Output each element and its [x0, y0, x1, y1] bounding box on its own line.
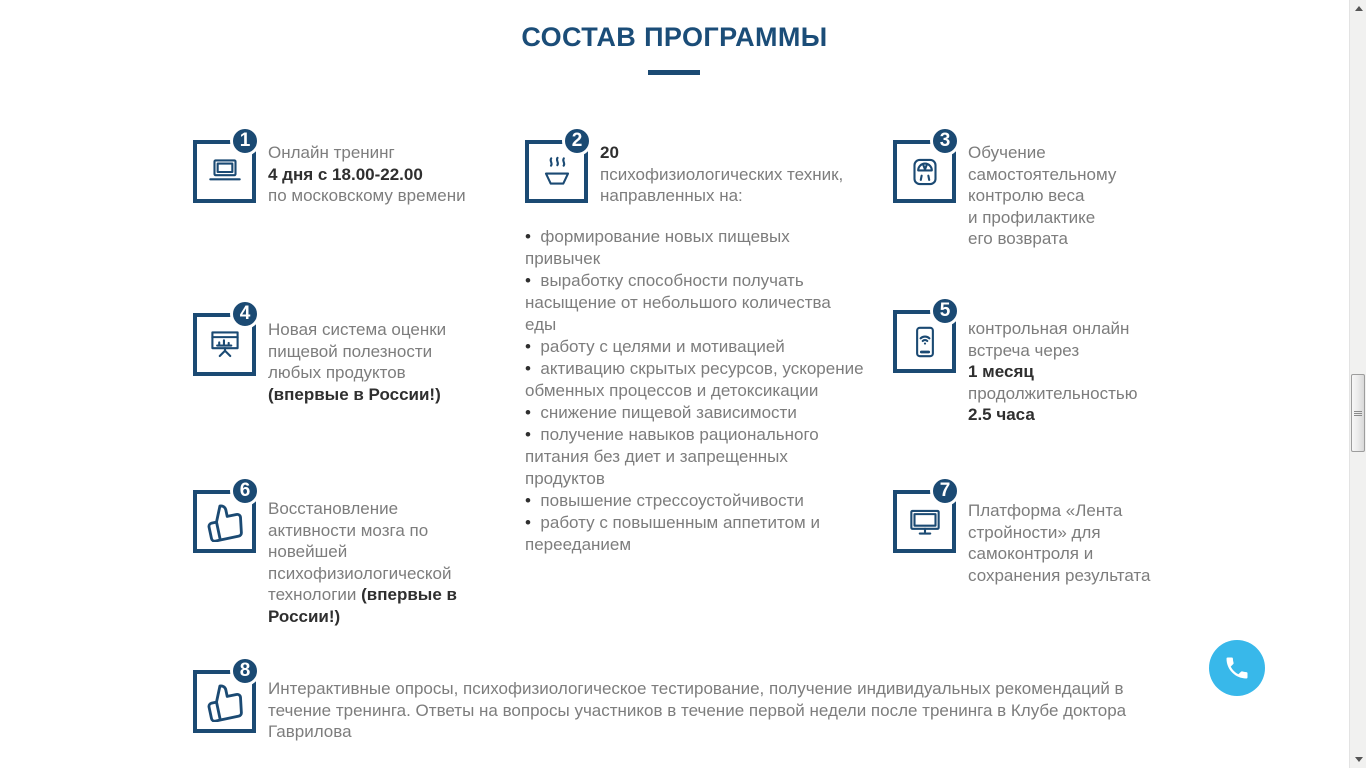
program-item-5	[893, 300, 1178, 426]
bullet-item: • снижение пищевой зависимости	[525, 402, 865, 424]
item-4-line: (впервые в России!)	[268, 384, 441, 404]
item-8-text: Интерактивные опросы, психофизиологическое тестирование, получение индивидуальных рекомендаций в течение тренинга. Ответы на вопросы участников в течение первой недели после тренинга в Клубе доктора Гаврилова	[268, 679, 1127, 741]
thumbs-up-icon	[205, 502, 245, 542]
program-item-3	[893, 130, 1178, 250]
item-4-line: любых продуктов	[268, 363, 406, 382]
item-7-icon-box	[893, 480, 956, 553]
monitor-icon	[904, 501, 946, 543]
item-1-line: 4 дня с 18.00-22.00	[268, 164, 423, 184]
item-5-line: продолжительностью	[968, 383, 1138, 403]
item-6-icon-box	[193, 480, 256, 553]
item-5-text	[968, 318, 1178, 426]
item-1-line: Онлайн тренинг	[268, 143, 395, 162]
item-3-line: его возврата	[968, 229, 1068, 248]
item-3-icon-box	[893, 130, 956, 203]
steaming-bowl-icon	[536, 151, 578, 193]
program-item-2	[525, 130, 850, 207]
bullet-item: • формирование новых пищевых привычек	[525, 226, 865, 270]
item-3-line: и профилактике	[968, 207, 1096, 227]
bullet-item: • активацию скрытых ресурсов, ускорение обменных процессов и детоксикации	[525, 358, 865, 402]
item-4-icon-box	[193, 303, 256, 376]
weight-scale-icon	[904, 151, 946, 193]
scrollbar-down-button[interactable]	[1350, 751, 1366, 768]
item-2-icon-box	[525, 130, 588, 203]
program-item-6	[193, 480, 483, 627]
chart-presentation-icon	[204, 324, 246, 366]
bullet-item: • выработку способности получать насыщение от небольшого количества еды	[525, 270, 865, 336]
item-3-number-badge: 3	[930, 126, 960, 156]
item-7-number-badge: 7	[930, 476, 960, 506]
program-item-4	[193, 303, 503, 405]
phone-icon	[1223, 654, 1251, 682]
scrollbar-grip	[1354, 411, 1362, 412]
item-8-icon-box	[193, 660, 256, 733]
item-4-number-badge: 4	[230, 299, 260, 329]
item-8-number-badge: 8	[230, 656, 260, 686]
item-5-line: контрольная онлайн	[968, 319, 1130, 338]
item-2-line: психофизиологических техник, направленных на:	[600, 164, 844, 205]
bullet-item: • получение навыков рационального питания без диет и запрещенных продуктов	[525, 424, 865, 490]
item-3-line: самостоятельному	[968, 164, 1117, 184]
item-2-bullet-list	[525, 226, 865, 556]
scroll-down-icon	[1355, 757, 1363, 762]
item-5-line: встреча через	[968, 340, 1080, 360]
program-item-1	[193, 130, 503, 207]
laptop-icon	[204, 151, 246, 193]
scrollbar-thumb[interactable]	[1351, 374, 1365, 452]
item-1-number-badge: 1	[230, 126, 260, 156]
bullet-item: • повышение стрессоустойчивости	[525, 490, 865, 512]
item-4-line: Новая система оценки	[268, 320, 447, 339]
program-item-7	[893, 480, 1153, 586]
item-4-line: пищевой полезности	[268, 341, 433, 361]
item-5-icon-box	[893, 300, 956, 373]
item-6-text-gray: Восстановление активности мозга по новейшей психофизиологической технологии	[268, 499, 452, 604]
item-4-text	[268, 319, 503, 405]
item-3-line: контролю веса	[968, 186, 1085, 205]
phone-call-button[interactable]	[1209, 640, 1265, 696]
title-underline	[648, 70, 700, 75]
item-5-line: 2.5 часа	[968, 405, 1035, 424]
item-7-text: Платформа «Лента стройности» для самоконтроля и сохранения результата	[968, 501, 1151, 585]
bullet-item: • работу с целями и мотивацией	[525, 336, 865, 358]
tablet-wifi-icon	[904, 321, 946, 363]
scroll-up-icon	[1355, 6, 1363, 11]
item-6-text-dark: (впервые в России!)	[268, 585, 457, 626]
bullet-item: • работу с повышенным аппетитом и перееданием	[525, 512, 865, 556]
thumbs-up-icon	[205, 682, 245, 722]
item-1-text	[268, 142, 503, 207]
page-title: СОСТАВ ПРОГРАММЫ	[521, 22, 828, 52]
item-5-number-badge: 5	[930, 296, 960, 326]
item-6-text	[268, 498, 483, 627]
item-1-line: по московскому времени	[268, 186, 466, 205]
item-3-line: Обучение	[968, 143, 1046, 162]
item-2-text	[600, 142, 850, 207]
scrollbar-up-button[interactable]	[1350, 0, 1366, 17]
item-2-number-badge: 2	[562, 126, 592, 156]
item-6-number-badge: 6	[230, 476, 260, 506]
scrollbar[interactable]	[1349, 0, 1366, 768]
item-3-text	[968, 142, 1178, 250]
item-2-line: 20	[600, 143, 619, 162]
item-1-icon-box	[193, 130, 256, 203]
item-5-line: 1 месяц	[968, 362, 1034, 381]
program-item-8	[193, 660, 1133, 743]
